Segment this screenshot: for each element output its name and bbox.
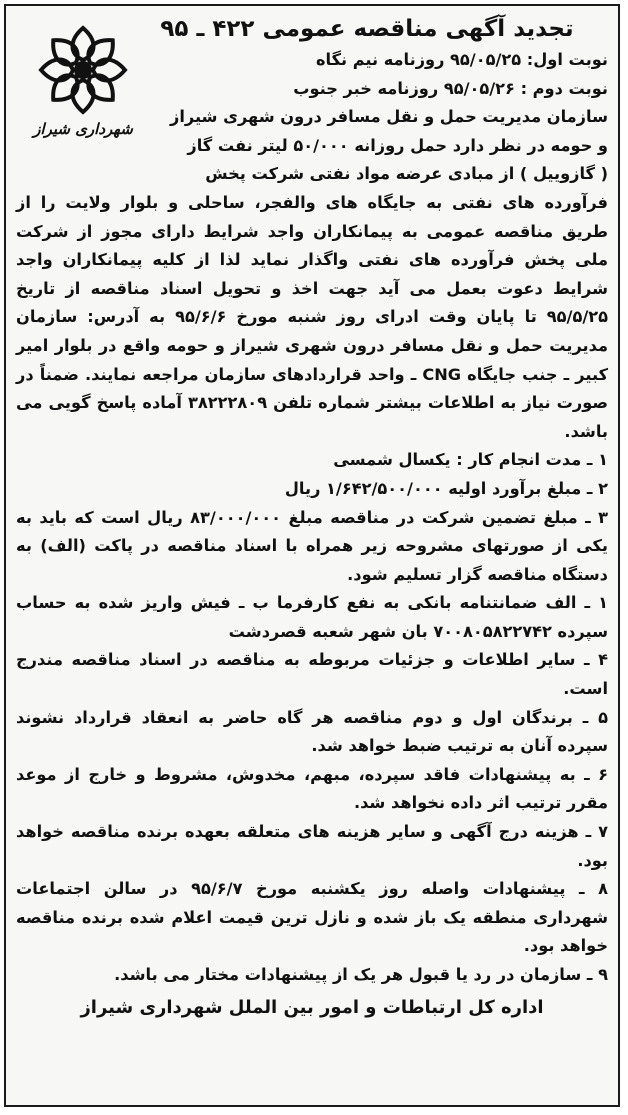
round-1: نوبت اول: ۹۵/۰۵/۲۵ روزنامه نیم نگاه — [315, 50, 608, 69]
item-2: ۲ ـ مبلغ برآورد اولیه ۱/۶۴۲/۵۰۰/۰۰۰ ریال — [284, 478, 608, 498]
round-2: نوبت دوم : ۹۵/۰۵/۲۶ روزنامه خبر جنوب — [293, 78, 608, 98]
item-4: ۴ ـ سایر اطلاعات و جزئیات مربوطه به مناقصه در اسناد مناقصه مندرج است. — [16, 650, 608, 699]
item-7: ۷ ـ هزینه درج آگهی و سایر هزینه های متعلقه بعهده برنده مناقصه خواهد بود. — [16, 822, 608, 870]
notice-frame — [4, 4, 620, 1107]
notice-footer: اداره کل ارتباطات و امور بین الملل شهرداری شیراز — [80, 996, 544, 1018]
item-3-1: ۱ ـ الف ضمانتنامه بانکی به نفع کارفرما ب ـ فیش واریز شده به حساب سپرده ۷۰۰۸۰۵۸۲۲۷۴۲ بان شهر شعبه قصردشت — [16, 593, 608, 641]
item-8: ۸ ـ پیشنهادات واصله روز یکشنبه مورخ ۹۵/۶/۷ در سالن اجتماعات شهرداری منطقه یک باز شده و نازل ترین قیمت اعلام شده برنده مناقصه خواهد بود. — [16, 879, 608, 956]
notice-content — [16, 12, 608, 1099]
notice-body: فرآورده های نفتی به جایگاه های والفجر، ساحلی و بلوار ولایت را از طریق مناقصه عمومی به پیمانکاران واجد شرایط دارای مجوز از شرکت ملی پخش فرآورده های نفتی واگذار نماید لذا از کلیه پیمانکاران واجد شرایط دعوت بعمل می آید جهت اخذ و تحویل اسناد مناقصه از تاریخ ۹۵/۵/۲۵ تا پایان وقت ادرای روز شنبه مورخ ۹۵/۶/۶ به آدرس: سازمان مدیریت حمل و نقل مسافر درون شهری شیراز و حومه واقع در بلوار امیر کبیر ـ جنب جایگاه CNG ـ واحد قراردادهای سازمان مراجعه نمایند. ضمناً در صورت نیاز به اطلاعات بیشتر شماره تلفن ۳۸۲۲۲۸۰۹ آماده پاسخ گویی می باشد. — [16, 192, 608, 441]
item-5: ۵ ـ برندگان اول و دوم مناقصه هر گاه حاضر به انعقاد قرارداد نشوند سپرده آنان به ترتیب ضبط خواهد شد. — [16, 707, 608, 756]
intro-line-2: و حومه در نظر دارد حمل روزانه ۵۰/۰۰۰ لیتر نفت گاز — [187, 135, 608, 155]
intro-line-3: ( گازوییل ) از مبادی عرضه مواد نفتی شرکت پخش — [205, 164, 608, 184]
item-9: ۹ ـ سازمان در رد یا قبول هر یک از پیشنهادات مختار می باشد. — [114, 965, 608, 984]
notice-title: تجدید آگهی مناقصه عمومی ۴۲۲ ـ ۹۵ — [160, 16, 574, 42]
intro-line-1: سازمان مدیریت حمل و نقل مسافر درون شهری شیراز — [170, 107, 608, 127]
item-6: ۶ ـ به پیشنهادات فاقد سپرده، مبهم، مخدوش، مشروط و خارج از موعد مقرر ترتیب اثر داده نخواهد شد. — [16, 764, 608, 813]
item-1: ۱ ـ مدت انجام کار : یکسال شمسی — [333, 450, 608, 470]
logo-text: شهرداری شیراز — [33, 120, 133, 138]
item-3: ۳ ـ مبلغ تضمین شرکت در مناقصه مبلغ ۸۳/۰۰۰/۰۰۰ ریال است که باید به یکی از صورتهای مشروحه زیر همراه با اسناد مناقصه در پاکت (الف) به دستگاه مناقصه گزار تسلیم شود. — [16, 507, 608, 584]
